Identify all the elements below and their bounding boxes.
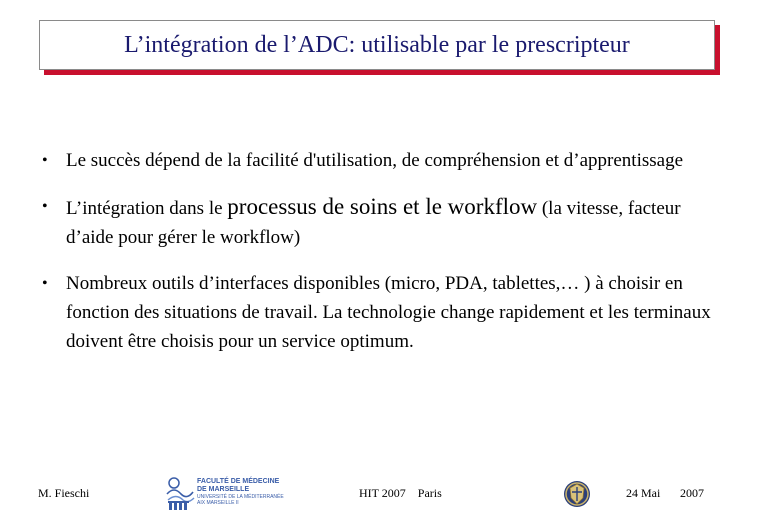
bullet-marker: • [42,152,48,169]
bullet-text-start: L’intégration dans le [66,198,228,219]
footer-date: 24 Mai [626,486,661,500]
footer-year: 2007 [680,486,704,500]
bullet-item [42,192,732,252]
logo-line-4: AIX MARSEILLE II [197,500,239,506]
bullet-text-end: (la vitesse, facteur d’aide pour gérer le workflow) [66,198,681,248]
logo-line-1: FACULTÉ DE MÉDECINE [197,478,280,485]
logo-line-2: DE MARSEILLE [197,486,250,493]
bullet-marker: • [42,275,48,292]
faculty-logo-text [197,478,284,506]
footer-event: HIT 2007 Paris [359,486,442,500]
bullet-text: Le succès dépend de la facilité d'utilisation, de compréhension et d’apprentissage [66,150,684,171]
shield-emblem-icon [563,479,591,509]
bullet-text-emphasis: processus de soins et le workflow [227,194,538,219]
slide-title: L’intégration de l’ADC: utilisable par le prescripteur [124,31,630,58]
logo-line-3: UNIVERSITÉ DE LA MÉDITERRANÉE [197,494,284,500]
slide-footer [0,470,775,514]
bullet-item [42,269,732,356]
title-frame [39,20,715,70]
bullet-marker: • [42,198,48,215]
bullet-item [42,146,732,175]
faculty-logo [163,474,284,512]
bullet-text: Nombreux outils d’interfaces disponibles (micro, PDA, tablettes,… ) à choisir en fonction des situations de travail. La technologie change rapidement et les terminaux doivent être choisis pour un service optimum. [66,273,711,352]
bullet-list [42,146,732,373]
footer-author: M. Fieschi [38,486,90,500]
title-box [39,20,715,70]
faculty-logo-icon [163,474,197,512]
